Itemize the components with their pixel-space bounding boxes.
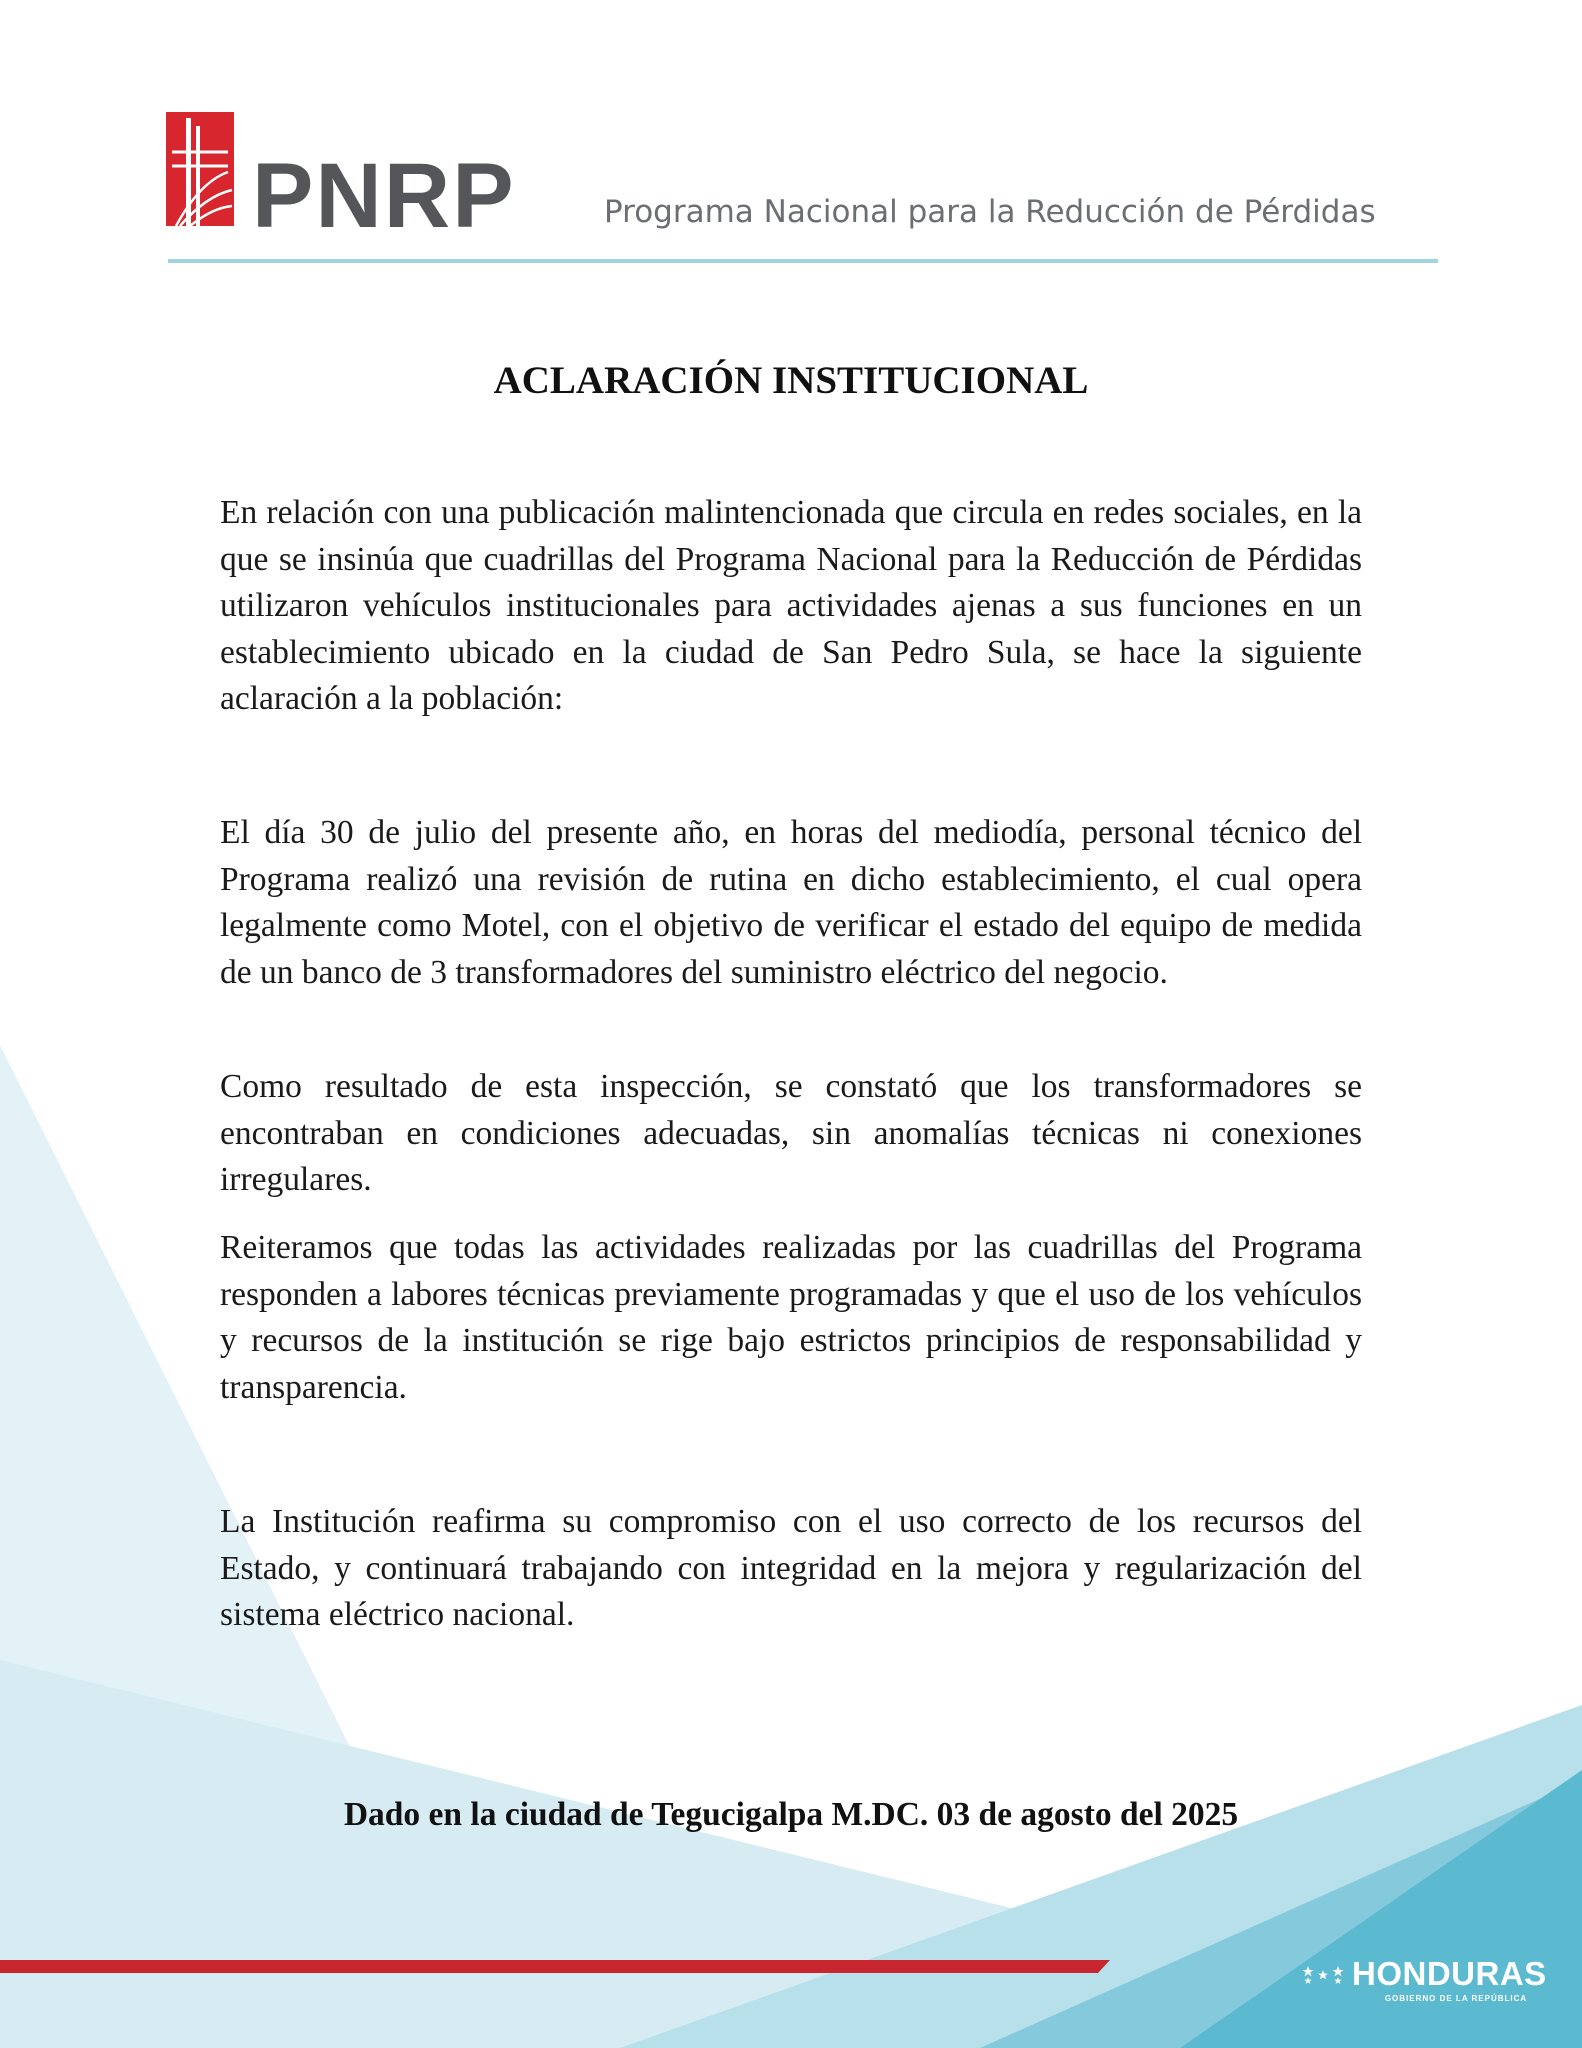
header-divider bbox=[168, 259, 1438, 263]
footer-red-stripe bbox=[0, 1960, 1110, 1973]
pnrp-tower-icon bbox=[166, 112, 234, 226]
paragraph-inspection: El día 30 de julio del presente año, en horas del mediodía, personal técnico del Programa realizó una revisión de rutina en dicho establecimiento, el cual opera legalmente como Motel, con el objetivo de verificar el estado del equipo de medida de un banco de 3 transformadores del suministro eléctrico del negocio. bbox=[220, 814, 1362, 991]
date-place-line: Dado en la ciudad de Tegucigalpa M.DC. 03 de agosto del 2025 bbox=[343, 1796, 1239, 1833]
gov-logo-tagline: GOBIERNO DE LA REPÚBLICA bbox=[1384, 1994, 1528, 2003]
document-title: ACLARACIÓN INSTITUCIONAL bbox=[493, 359, 1089, 402]
logo-wordmark: PNRP bbox=[252, 145, 516, 247]
paragraph-context: En relación con una publicación malintencionada que circula en redes sociales, en la que se insinúa que cuadrillas del Programa Nacional para la Reducción de Pérdidas utilizaron vehículos institucionales para actividades ajenas a sus funciones en un establecimiento ubicado en la ciudad de San Pedro Sula, se hace la siguiente aclaración a la población: bbox=[220, 494, 1362, 718]
paragraph-result: Como resultado de esta inspección, se constató que los transformadores se encontraban en condiciones adecuadas, sin anomalías técnicas ni conexiones irregulares. bbox=[220, 1068, 1362, 1199]
paragraph-reiteration: Reiteramos que todas las actividades realizadas por las cuadrillas del Programa responden a labores técnicas previamente programadas y que el uso de los vehículos y recursos de la institución se rige bajo estrictos principios de responsabilidad y transparencia. bbox=[220, 1229, 1362, 1406]
honduras-gov-logo bbox=[1300, 1956, 1560, 2018]
program-subtitle: Programa Nacional para la Reducción de Pérdidas bbox=[604, 194, 1376, 230]
paragraph-commitment: La Institución reafirma su compromiso con el uso correcto de los recursos del Estado, y continuará trabajando con integridad en la mejora y regularización del sistema eléctrico nacional. bbox=[220, 1503, 1362, 1634]
honduras-stars-icon bbox=[1300, 1960, 1346, 1990]
gov-logo-name: HONDURAS bbox=[1352, 1955, 1547, 1992]
